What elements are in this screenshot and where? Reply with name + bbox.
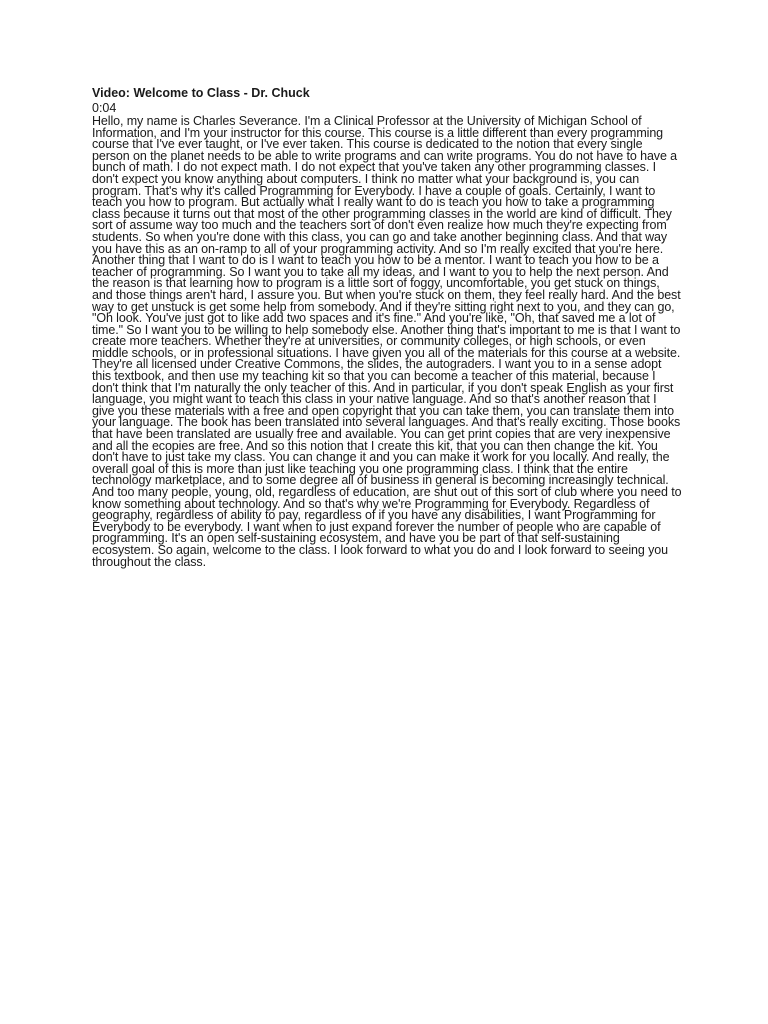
document-page	[92, 86, 682, 568]
document-title: Video: Welcome to Class - Dr. Chuck	[92, 86, 310, 100]
video-timestamp: 0:04	[92, 101, 117, 115]
transcript-text: Hello, my name is Charles Severance. I'm a Clinical Professor at the University of Michigan School of Information, and I'm your instructor for this course. This course is a little different than every programming course that I've ever taught, or I've ever taken. This course is dedicated to the notion that every single person on the planet needs to be able to write programs and can write programs. You do not have to have a bunch of math. I do not expect math. I do not expect that you've taken any other programming classes. I don't expect you know anything about computers. I think no matter what your background is, you can program. That's why it's called Programming for Everybody. I have a couple of goals. Certainly, I want to teach you how to program. But actually what I really want to do is teach you how to take a programming class because it turns out that most of the other programming classes in the world are kind of difficult. They sort of assume way too much and the teachers sort of don't even realize how much they're expecting from students. So when you're done with this class, you can go and take another beginning class. And that way you have this as an on-ramp to all of your programming activity. And so I'm really excited that you're here. Another thing that I want to do is I want to teach you how to be a mentor. I want to teach you how to be a teacher of programming. So I want you to take all my ideas, and I want to you to help the next person. And the reason is that learning how to program is a little sort of foggy, uncomfortable, you get stuck on things, and those things aren't hard, I assure you. But when you're stuck on them, they feel really hard. And the best way to get unstuck is get some help from somebody. And if they're sitting right next to you, and they can go, "Oh look. You've just got to like add two spaces and it's fine." And you're like, "Oh, that saved me a lot of time." So I want you to be willing to help somebody else. Another thing that's important to me is that I want to create more teachers. Whether they're at universities, or community colleges, or high schools, or even middle schools, or in professional situations. I have given you all of the materials for this course at a website. They're all licensed under Creative Commons, the slides, the autograders. I want you to in a sense adopt this textbook, and then use my teaching kit so that you can become a teacher of this material, because I don't think that I'm naturally the only teacher of this. And in particular, if you don't speak English as your first language, you might want to teach this class in your native language. And so that's another reason that I give you these materials with a free and open copyright that you can take them, you can translate them into your language. The book has been translated into several languages. And that's really exciting. Those books that have been translated are usually free and available. You can get print copies that are very inexpensive and all the ecopies are free. And so this notion that I create this kit, that you can then change the kit. You don't have to just take my class. You can change it and you can make it work for you locally. And really, the overall goal of this is more than just like teaching you one programming class. I think that the entire technology marketplace, and to some degree all of business in general is becoming increasingly technical. And too many people, young, old, regardless of education, are shut out of this sort of club where you need to know something about technology. And so that's why we're Programming for Everybody. Regardless of geography, regardless of ability to pay, regardless of if you have any disabilities, I want Programming for Everybody to be everybody. I want when to just expand forever the number of people who are capable of programming. It's an open self-sustaining ecosystem, and have you be part of that self-sustaining ecosystem. So again, welcome to the class. I look forward to what you do and I look forward to seeing you throughout the class.	[92, 114, 682, 569]
